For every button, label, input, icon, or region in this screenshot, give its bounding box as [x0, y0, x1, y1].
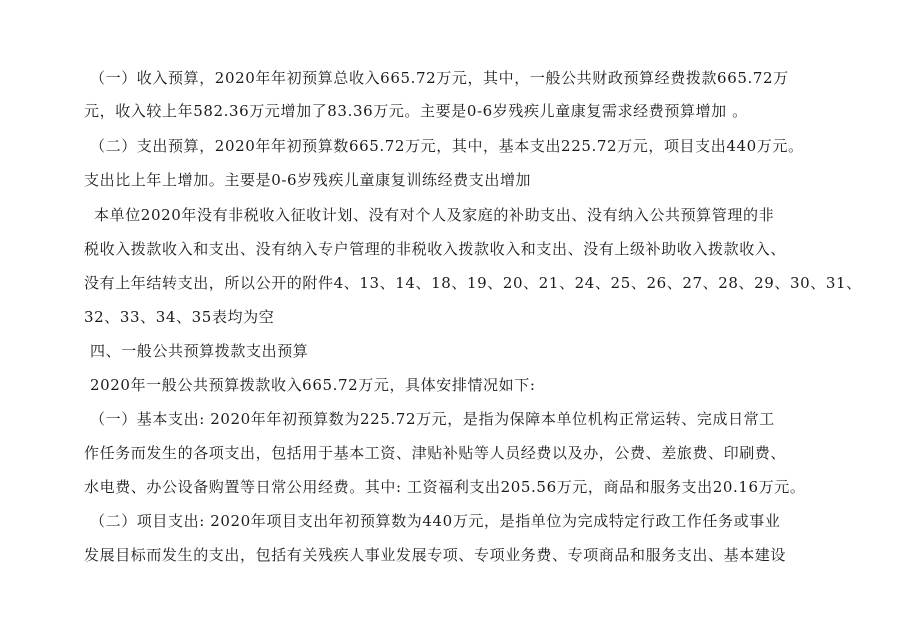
paragraph-basic-expense-line-3: 水电费、办公设备购置等日常公用经费。其中: 工资福利支出205.56万元，商品和服务支出20.16万元。: [84, 478, 806, 496]
paragraph-general-budget-line-1: 2020年一般公共预算拨款收入665.72万元，具体安排情况如下:: [90, 376, 536, 394]
paragraph-basic-expense-line-2: 作任务而发生的各项支出，包括用于基本工资、津贴补贴等人员经费以及办，公费、差旅费、印刷费、: [84, 444, 787, 462]
paragraph-expense-budget-line-1: （二）支出预算，2020年年初预算数665.72万元，其中，基本支出225.72万元，项目支出440万元。: [90, 137, 804, 155]
paragraph-empty-tables-line-3: 没有上年结转支出，所以公开的附件4、13、14、18、19、20、21、24、25、26、27、28、29、30、31、: [84, 274, 862, 292]
paragraph-empty-tables-line-1: 本单位2020年没有非税收入征收计划、没有对个人及家庭的补助支出、没有纳入公共预算管理的非: [94, 206, 775, 224]
paragraph-expense-budget-line-2: 支出比上年上增加。主要是0-6岁残疾儿童康复训练经费支出增加: [84, 171, 532, 189]
section-heading: 四、一般公共预算拨款支出预算: [90, 342, 309, 360]
paragraph-project-expense-line-2: 发展目标而发生的支出，包括有关残疾人事业发展专项、专项业务费、专项商品和服务支出、基本建设: [84, 546, 787, 564]
paragraph-income-budget-line-2: 元，收入较上年582.36万元增加了83.36万元。主要是0-6岁残疾儿童康复需求经费预算增加 。: [84, 102, 748, 120]
paragraph-income-budget-line-1: （一）收入预算，2020年年初预算总收入665.72万元，其中，一般公共财政预算经费拨款665.72万: [90, 69, 789, 87]
paragraph-basic-expense-line-1: （一）基本支出: 2020年年初预算数为225.72万元，是指为保障本单位机构正常运转、完成日常工: [90, 410, 775, 428]
paragraph-empty-tables-line-4: 32、33、34、35表均为空: [84, 308, 275, 326]
paragraph-empty-tables-line-2: 税收入拨款收入和支出、没有纳入专户管理的非税收入拨款收入和支出、没有上级补助收入拨款收入、: [84, 240, 787, 258]
paragraph-project-expense-line-1: （二）项目支出: 2020年项目支出年初预算数为440万元，是指单位为完成特定行政工作任务或事业: [90, 512, 781, 530]
